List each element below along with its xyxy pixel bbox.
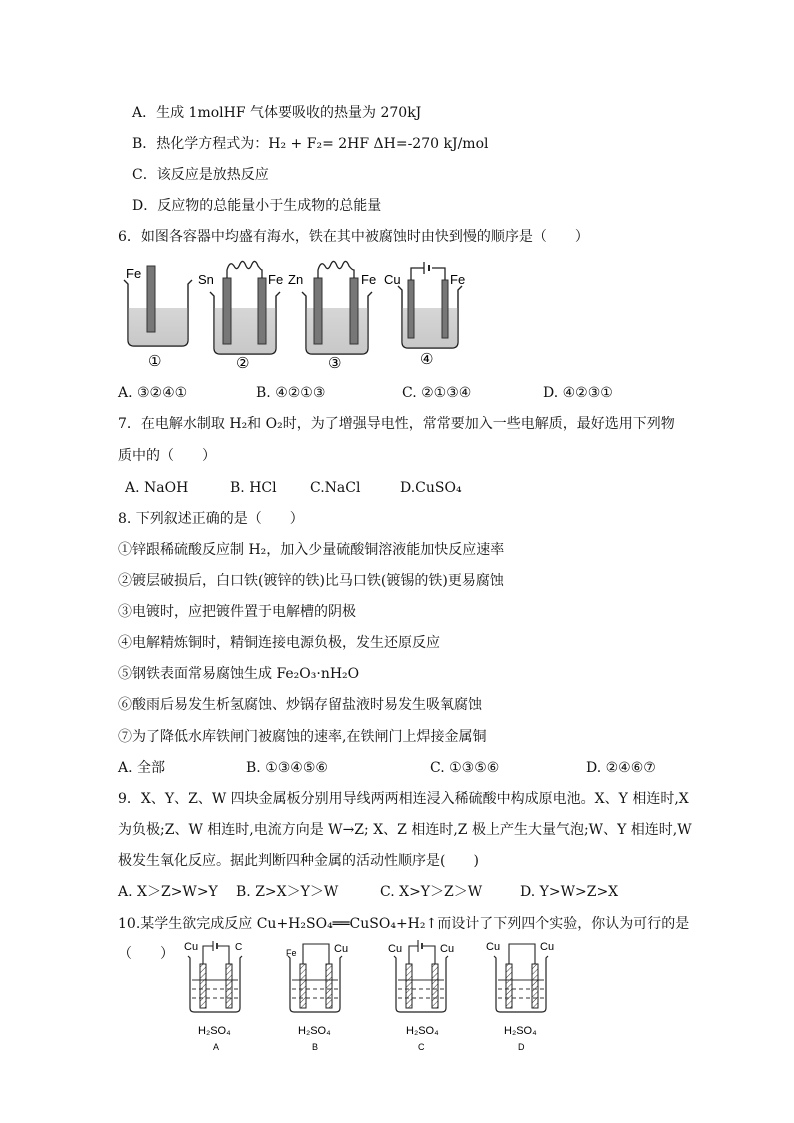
- q10-answer-paren: （ ）: [118, 946, 174, 962]
- q8-item-2: ②镀层破损后，白口铁(镀锌的铁)比马口铁(镀锡的铁)更易腐蚀: [118, 573, 504, 589]
- q10-b-letter: B: [312, 1042, 319, 1052]
- q10-a-left-label: Cu: [184, 941, 199, 953]
- q9-stem-line3: 极发生氧化反应。据此判断四种金属的活动性顺序是( ): [118, 853, 479, 869]
- q8-stem: 8. 下列叙述正确的是（ ）: [118, 511, 304, 527]
- q7-option-d: D.CuSO₄: [400, 480, 462, 496]
- q6-option-d: D. ④②③①: [543, 385, 613, 401]
- q10-d-right-label: Cu: [540, 941, 555, 953]
- q10-a-solution: H₂SO₄: [198, 1025, 231, 1037]
- q9-option-d: D. Y>W>Z>X: [520, 884, 619, 900]
- q8-item-7: ⑦为了降低水库铁闸门被腐蚀的速率,在铁闸门上焊接金属铜: [118, 729, 487, 745]
- q9-option-c: C. X>Y＞Z＞W: [380, 884, 483, 900]
- q5-option-d: D．反应物的总能量小于生成物的总能量: [132, 198, 382, 214]
- q10-c-solution: H₂SO₄: [406, 1025, 439, 1037]
- q5-option-c: C．该反应是放热反应: [132, 167, 269, 183]
- q7-stem-line2: 质中的（ ）: [118, 448, 216, 464]
- q10-figure: [180, 936, 570, 1060]
- q6-option-a: A. ③②④①: [118, 385, 188, 401]
- q6-cup-4: [384, 262, 465, 368]
- q6-cup2-fe-label: Fe: [268, 272, 284, 287]
- q9-option-a: A. X＞Z>W>Y: [118, 884, 218, 900]
- q10-c-letter: C: [418, 1042, 425, 1052]
- q8-option-b: B. ①③④⑤⑥: [246, 760, 328, 776]
- q7-stem-line1: 7．在电解水制取 H₂和 O₂时，为了增强导电性，常常要加入一些电解质，最好选用下列物: [118, 416, 675, 432]
- q6-cup2-number: ②: [236, 355, 250, 372]
- q6-cup1-number: ①: [148, 353, 162, 370]
- q7-option-c: C.NaCl: [310, 480, 361, 496]
- q8-item-1: ①锌跟稀硫酸反应制 H₂，加入少量硫酸铜溶液能加快反应速率: [118, 542, 505, 558]
- q9-option-b: B. Z>X＞Y＞W: [236, 884, 339, 900]
- q10-b-left-label: Fe: [286, 948, 297, 958]
- q6-cup2-sn-label: Sn: [198, 272, 214, 287]
- q8-item-4: ④电解精炼铜时，精铜连接电源负极，发生还原反应: [118, 635, 440, 651]
- q8-item-6: ⑥酸雨后易发生析氢腐蚀、炒锅存留盐液时易发生吸氧腐蚀: [118, 697, 482, 713]
- q9-stem-line1: 9．X、Y、Z、W 四块金属板分别用导线两两相连浸入稀硫酸中构成原电池。X、Y 相连时,X: [118, 791, 689, 807]
- q10-stem: 10.某学生欲完成反应 Cu+H₂SO₄══CuSO₄+H₂↑而设计了下列四个实验，你认为可行的是: [118, 916, 690, 932]
- q6-cup-3: [288, 261, 376, 372]
- q6-cup3-number: ③: [328, 355, 342, 372]
- q8-item-3: ③电镀时，应把镀件置于电解槽的阴极: [118, 604, 356, 620]
- q6-cup-2: [198, 261, 283, 372]
- q10-b-solution: H₂SO₄: [298, 1025, 331, 1037]
- q8-option-a: A. 全部: [118, 760, 166, 776]
- q6-cup4-cu-label: Cu: [384, 272, 401, 287]
- q10-d-letter: D: [518, 1042, 525, 1052]
- q6-cup1-fe-label: Fe: [126, 266, 142, 281]
- q10-beaker-a: [184, 941, 242, 1052]
- q10-beaker-c: [388, 940, 454, 1052]
- q10-beaker-d: [486, 941, 554, 1052]
- q8-option-d: D. ②④⑥⑦: [586, 760, 656, 776]
- q6-cup-1: [124, 266, 192, 370]
- q6-cup3-fe-label: Fe: [361, 272, 377, 287]
- q5-option-b: B．热化学方程式为：H₂ + F₂= 2HF ΔH=-270 kJ/mol: [132, 136, 489, 152]
- q10-d-left-label: Cu: [486, 941, 501, 953]
- q6-cup3-zn-label: Zn: [288, 272, 304, 287]
- q6-option-c: C. ②①③④: [402, 385, 472, 401]
- q8-item-5: ⑤钢铁表面常易腐蚀生成 Fe₂O₃·nH₂O: [118, 666, 360, 682]
- q7-option-b: B. HCl: [230, 480, 277, 496]
- q6-cup4-number: ④: [420, 351, 434, 368]
- q6-cup4-fe-label: Fe: [450, 272, 466, 287]
- q9-stem-line2: 为负极;Z、W 相连时,电流方向是 W→Z; X、Z 相连时,Z 极上产生大量气泡;W、Y 相连时,W: [118, 822, 692, 838]
- q10-a-letter: A: [213, 1042, 220, 1052]
- q6-option-b: B. ④②①③: [256, 385, 326, 401]
- q10-beaker-b: [286, 943, 348, 1052]
- q6-figure: [118, 256, 478, 372]
- q5-option-a: A．生成 1molHF 气体要吸收的热量为 270kJ: [132, 105, 422, 121]
- q8-option-c: C. ①③⑤⑥: [430, 760, 500, 776]
- q10-d-solution: H₂SO₄: [504, 1025, 537, 1037]
- q10-c-right-label: Cu: [440, 943, 455, 955]
- q10-c-left-label: Cu: [388, 943, 403, 955]
- q10-b-right-label: Cu: [334, 943, 349, 955]
- q7-option-a: A. NaOH: [125, 480, 189, 496]
- q10-a-right-label: C: [235, 942, 243, 953]
- q6-stem: 6．如图各容器中均盛有海水，铁在其中被腐蚀时由快到慢的顺序是（ ）: [118, 229, 589, 245]
